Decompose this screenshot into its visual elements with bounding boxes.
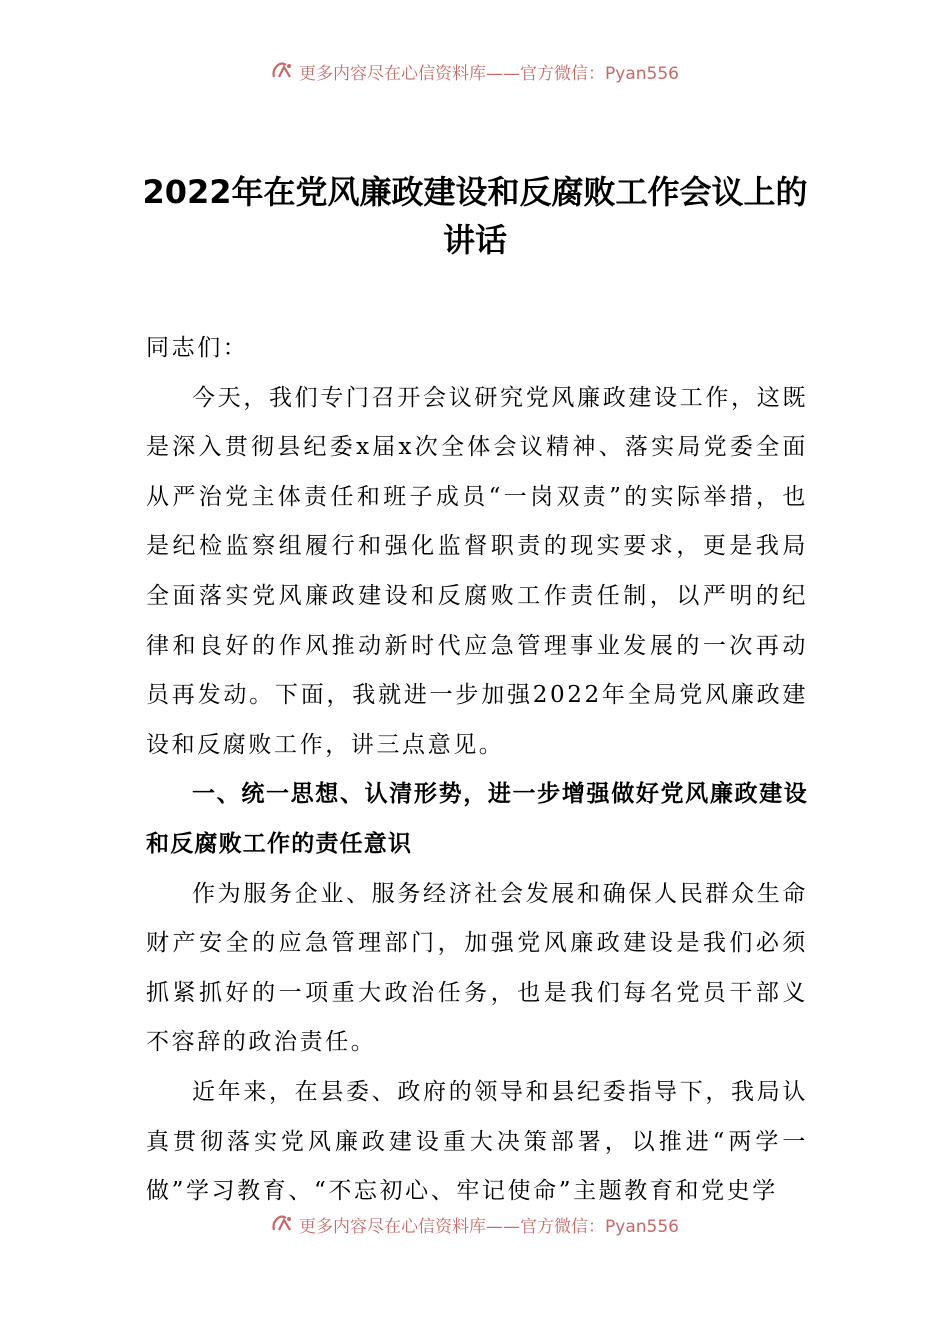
paragraph-recent-years: 近年来，在县委、政府的领导和县纪委指导下，我局认真贯彻落实党风廉政建设重大决策部署，以推进“两学一做”学习教育、“不忘初心、牢记使命”主题教育和党史学 xyxy=(146,1078,808,1205)
paragraph-intro: 今天，我们专门召开会议研究党风廉政建设工作，这既是深入贯彻县纪委x届x次全体会议精神、落实局党委全面从严治党主体责任和班子成员“一岗双责”的实际举措，也是纪检监察组履行和强化监督职责的现实要求，更是我局全面落实党风廉政建设和反腐败工作责任制，以严明的纪律和良好的作风推动新时代应急管理事业发展的一次再动员再发动。下面，我就进一步加强2022年全局党风廉政建设和反腐败工作，讲三点意见。 xyxy=(146,384,808,758)
section-heading-1: 一、统一思想、认清形势，进一步增强做好党风廉政建设和反腐败工作的责任意识 xyxy=(146,781,808,857)
document-title: 2022年在党风廉政建设和反腐败工作会议上的讲话 xyxy=(142,173,808,259)
document-body xyxy=(146,324,808,1217)
watermark-text: 更多内容尽在心信资料库——官方微信：Pyan556 xyxy=(299,63,679,84)
watermark-logo-icon xyxy=(271,1215,293,1233)
salutation: 同志们： xyxy=(146,335,249,361)
watermark-header xyxy=(0,59,950,83)
watermark-logo-icon xyxy=(271,62,293,80)
paragraph-section-1: 作为服务企业、服务经济社会发展和确保人民群众生命财产安全的应急管理部门，加强党风廉政建设是我们必须抓紧抓好的一项重大政治任务，也是我们每名党员干部义不容辞的政治责任。 xyxy=(146,880,808,1056)
watermark-text: 更多内容尽在心信资料库——官方微信：Pyan556 xyxy=(299,1216,679,1237)
watermark-footer xyxy=(0,1212,950,1236)
